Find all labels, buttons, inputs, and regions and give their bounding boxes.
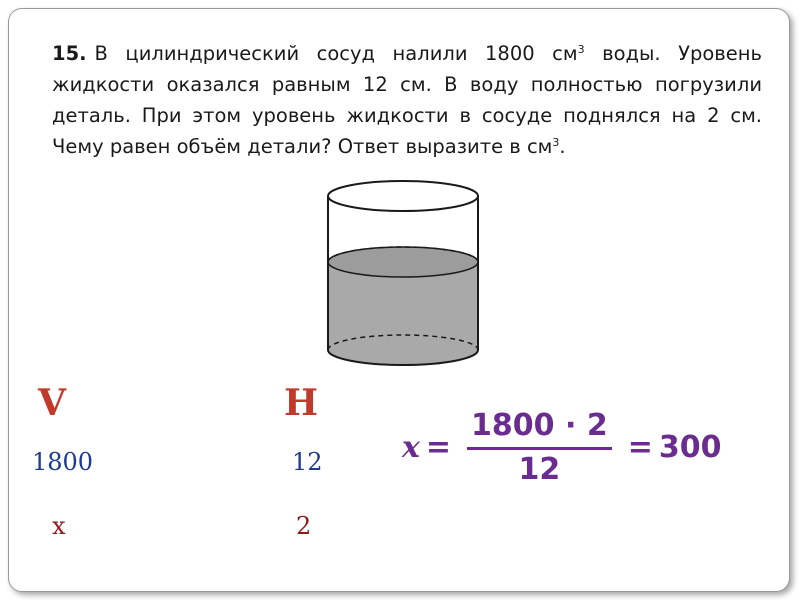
- formula-equals-1: =: [425, 430, 452, 465]
- problem-number: 15.: [52, 42, 87, 65]
- liquid-surface: [328, 247, 478, 277]
- cylinder-vessel-illustration: [318, 160, 488, 385]
- formula-fraction: [467, 408, 612, 487]
- formula-variable: x: [402, 430, 420, 465]
- problem-text: [52, 38, 762, 162]
- height-value-1: 12: [292, 448, 323, 476]
- formula-denominator: 12: [518, 452, 561, 487]
- superscript-3: 3: [577, 43, 585, 56]
- volume-value-1: 1800: [32, 448, 94, 476]
- problem-text-part2: воды. Уровень жидкости оказался равным 12 см. В воду полностью погрузили деталь. При этом уровень жидкости в сосуде поднялся на 2 см. Чему равен объём детали? Ответ выразите в см: [52, 42, 762, 158]
- formula-result: 300: [658, 430, 722, 465]
- header-h: H: [284, 382, 319, 424]
- superscript-3-end: 3: [552, 136, 560, 149]
- problem-text-part1: В цилиндрический сосуд налили 1800 см: [94, 42, 578, 65]
- volume-value-2: x: [52, 512, 66, 540]
- problem-text-end: .: [559, 135, 566, 158]
- formula-numerator: 1800 · 2: [467, 408, 612, 450]
- height-value-2: 2: [296, 512, 312, 540]
- formula-equals-2: =: [627, 430, 653, 465]
- header-v: V: [38, 382, 66, 424]
- solution-formula: [402, 408, 721, 487]
- top-rim: [328, 181, 478, 211]
